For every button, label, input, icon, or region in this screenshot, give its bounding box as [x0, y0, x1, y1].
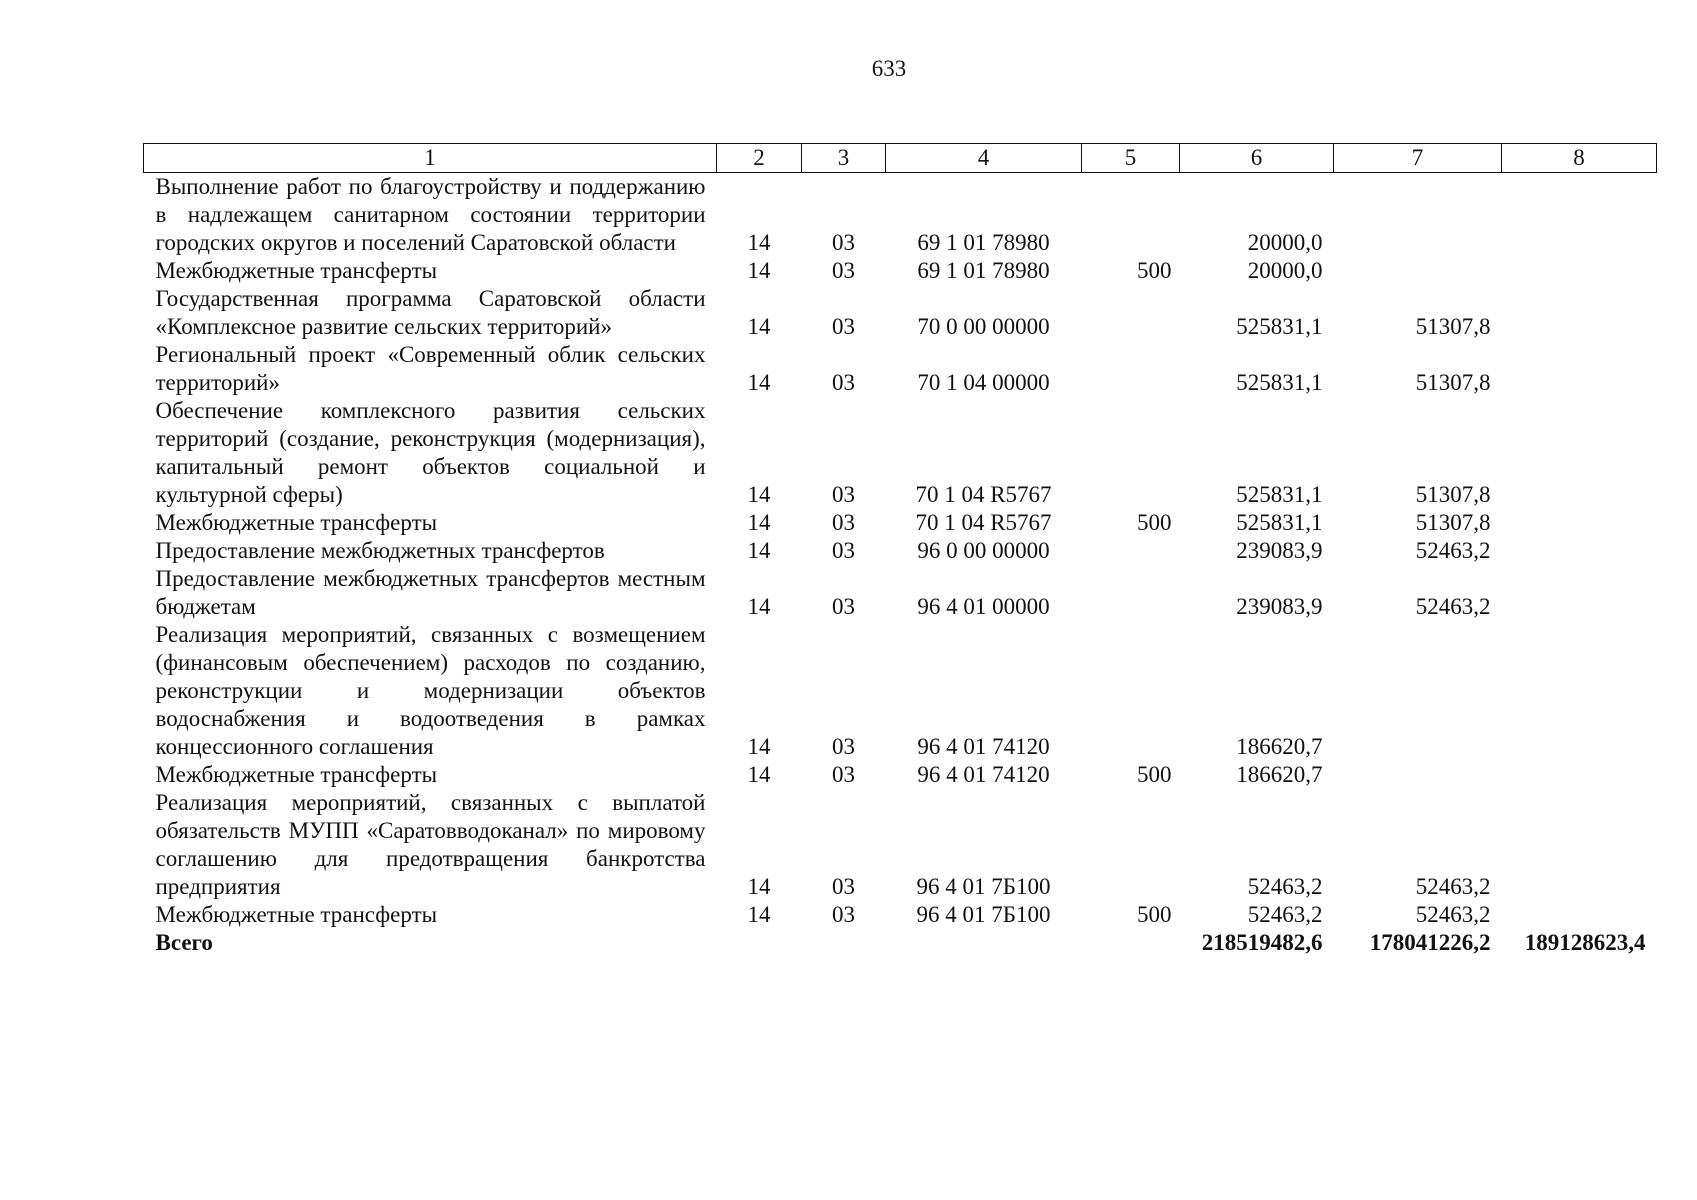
table-row: [144, 509, 1657, 537]
column-header: 6: [1180, 144, 1334, 173]
amount-col7: 51307,8: [1415, 370, 1491, 395]
amount-col7: [1334, 761, 1502, 789]
amount-col8: [1502, 901, 1657, 929]
subsection-code: 03: [832, 510, 855, 535]
amount-col8: [1502, 285, 1657, 341]
table-header-row: [144, 144, 1657, 173]
subsection-code: 03: [832, 482, 855, 507]
target-article-code: 96 0 00 00000: [917, 538, 1050, 563]
amount-col7: [1334, 257, 1502, 285]
amount-col6: 52463,2: [1247, 874, 1323, 899]
amount-col8: [1502, 509, 1657, 537]
amount-col7: 52463,2: [1415, 594, 1491, 619]
target-article-code: 96 4 01 74120: [917, 734, 1050, 759]
amount-col6: 525831,1: [1236, 510, 1323, 535]
table-row: [144, 761, 1657, 789]
row-name: Предоставление межбюджетных трансфертов местным бюджетам: [155, 566, 706, 619]
budget-table: [143, 143, 1657, 957]
amount-col8: [1502, 341, 1657, 397]
amount-col6: 239083,9: [1236, 594, 1323, 619]
subsection-code: 03: [832, 258, 855, 283]
section-code: 14: [747, 314, 771, 339]
amount-col6: 525831,1: [1236, 314, 1323, 339]
table-row: [144, 173, 1657, 258]
expense-type-code: 500: [1137, 762, 1172, 787]
target-article-code: 70 1 04 00000: [917, 370, 1050, 395]
column-header: 7: [1334, 144, 1502, 173]
section-code: 14: [747, 510, 771, 535]
subsection-code: 03: [832, 230, 855, 255]
amount-col6: 20000,0: [1247, 230, 1323, 255]
row-name: Обеспечение комплексного развития сельских территорий (создание, реконструкция (модернизация), капитальный ремонт объектов социальной и культурной сферы): [155, 398, 706, 507]
target-article-code: 96 4 01 7Б100: [916, 902, 1051, 927]
subsection-code: 03: [832, 370, 855, 395]
target-article-code: 69 1 01 78980: [917, 230, 1050, 255]
total-col6: 218519482,6: [1201, 930, 1323, 955]
amount-col8: [1502, 397, 1657, 509]
target-article-code: 70 1 04 R5767: [915, 482, 1052, 507]
amount-col7: 52463,2: [1415, 538, 1491, 563]
row-name: Реализация мероприятий, связанных с выплатой обязательств МУПП «Саратовводоканал» по мировому соглашению для предотвращения банкротства предприятия: [155, 790, 706, 899]
section-code: 14: [747, 230, 771, 255]
amount-col6: 525831,1: [1236, 370, 1323, 395]
row-name: Государственная программа Саратовской области «Комплексное развитие сельских территорий»: [155, 286, 706, 339]
total-label: Всего: [155, 930, 213, 955]
column-header: 1: [144, 144, 717, 173]
column-header: 8: [1502, 144, 1657, 173]
section-code: 14: [747, 874, 771, 899]
expense-type-code: [1082, 285, 1180, 341]
column-header: 4: [886, 144, 1082, 173]
amount-col8: [1502, 621, 1657, 761]
target-article-code: 96 4 01 74120: [917, 762, 1050, 787]
target-article-code: 69 1 01 78980: [917, 258, 1050, 283]
table-row: [144, 621, 1657, 761]
row-name: Региональный проект «Современный облик сельских территорий»: [155, 342, 706, 395]
subsection-code: 03: [832, 902, 855, 927]
row-name: Межбюджетные трансферты: [155, 510, 438, 535]
column-header: 2: [717, 144, 802, 173]
table-row: [144, 257, 1657, 285]
amount-col6: 186620,7: [1236, 762, 1323, 787]
amount-col6: 239083,9: [1236, 538, 1323, 563]
expense-type-code: [1082, 341, 1180, 397]
amount-col8: [1502, 761, 1657, 789]
subsection-code: 03: [832, 734, 855, 759]
amount-col7: 52463,2: [1415, 902, 1491, 927]
table-row: [144, 537, 1657, 565]
amount-col8: [1502, 257, 1657, 285]
expense-type-code: [1082, 537, 1180, 565]
section-code: 14: [747, 762, 771, 787]
target-article-code: 96 4 01 7Б100: [916, 874, 1051, 899]
amount-col7: 51307,8: [1415, 314, 1491, 339]
row-name: Межбюджетные трансферты: [155, 902, 438, 927]
section-code: 14: [747, 258, 771, 283]
subsection-code: 03: [832, 762, 855, 787]
column-header: 5: [1082, 144, 1180, 173]
target-article-code: 96 4 01 00000: [917, 594, 1050, 619]
amount-col6: 525831,1: [1236, 482, 1323, 507]
subsection-code: 03: [832, 594, 855, 619]
row-name: Межбюджетные трансферты: [155, 762, 438, 787]
table-row: [144, 397, 1657, 509]
amount-col7: 51307,8: [1415, 510, 1491, 535]
total-row: [144, 929, 1657, 957]
amount-col8: [1502, 537, 1657, 565]
expense-type-code: [1082, 789, 1180, 901]
amount-col7: [1334, 621, 1502, 761]
page-number: 633: [871, 56, 907, 81]
column-header: 3: [802, 144, 886, 173]
total-col7: 178041226,2: [1369, 930, 1491, 955]
expense-type-code: [1082, 621, 1180, 761]
expense-type-code: [1082, 565, 1180, 621]
amount-col7: [1334, 173, 1502, 258]
row-name: Выполнение работ по благоустройству и поддержанию в надлежащем санитарном состоянии территории городских округов и поселений Саратовской области: [155, 174, 706, 255]
amount-col7: 52463,2: [1415, 874, 1491, 899]
section-code: 14: [747, 594, 771, 619]
target-article-code: 70 1 04 R5767: [915, 510, 1052, 535]
section-code: 14: [747, 482, 771, 507]
expense-type-code: [1082, 173, 1180, 258]
total-col8: 189128623,4: [1524, 930, 1646, 955]
table-row: [144, 341, 1657, 397]
amount-col8: [1502, 173, 1657, 258]
amount-col7: 51307,8: [1415, 482, 1491, 507]
expense-type-code: 500: [1137, 258, 1172, 283]
expense-type-code: 500: [1137, 510, 1172, 535]
row-name: Предоставление межбюджетных трансфертов: [155, 538, 605, 563]
section-code: 14: [747, 902, 771, 927]
table-row: [144, 285, 1657, 341]
target-article-code: 70 0 00 00000: [917, 314, 1050, 339]
subsection-code: 03: [832, 538, 855, 563]
amount-col6: 52463,2: [1247, 902, 1323, 927]
amount-col6: 186620,7: [1236, 734, 1323, 759]
expense-type-code: 500: [1137, 902, 1172, 927]
table-row: [144, 901, 1657, 929]
table-row: [144, 789, 1657, 901]
section-code: 14: [747, 370, 771, 395]
amount-col8: [1502, 565, 1657, 621]
amount-col8: [1502, 789, 1657, 901]
row-name: Межбюджетные трансферты: [155, 258, 438, 283]
subsection-code: 03: [832, 874, 855, 899]
expense-type-code: [1082, 397, 1180, 509]
row-name: Реализация мероприятий, связанных с возмещением (финансовым обеспечением) расходов по созданию, реконструкции и модернизации объектов водоснабжения и водоотведения в рамках концессионного соглашения: [155, 622, 706, 759]
section-code: 14: [747, 734, 771, 759]
amount-col6: 20000,0: [1247, 258, 1323, 283]
table-row: [144, 565, 1657, 621]
section-code: 14: [747, 538, 771, 563]
subsection-code: 03: [832, 314, 855, 339]
